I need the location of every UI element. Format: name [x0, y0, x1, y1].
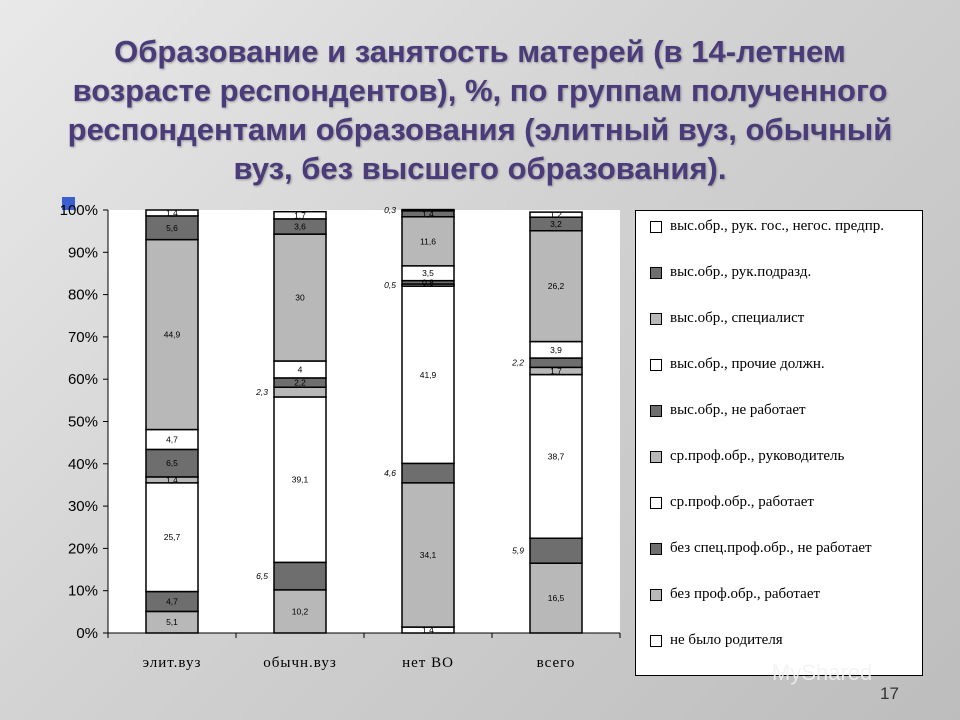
- bar-segment: [402, 463, 454, 482]
- y-tick-label: 40%: [67, 455, 98, 473]
- y-tick-label: 80%: [67, 286, 98, 304]
- legend-label: выс.обр., не работает: [670, 402, 806, 418]
- bar-segment: [274, 562, 326, 589]
- x-category-label: всего: [536, 655, 576, 671]
- data-label: 11,6: [420, 236, 436, 247]
- legend-item: [650, 217, 916, 263]
- data-label: 25,7: [163, 532, 181, 543]
- data-label: 5,6: [166, 222, 178, 233]
- chart-legend: [635, 210, 923, 676]
- page-number: 17: [880, 684, 899, 703]
- data-label-outside: 5,9: [512, 545, 524, 556]
- data-label: 38,7: [547, 451, 565, 462]
- legend-swatch: [650, 405, 662, 417]
- legend-label: без проф.обр., работает: [670, 586, 821, 602]
- legend-swatch: [650, 221, 662, 233]
- data-label: 6,5: [166, 458, 178, 469]
- legend-item: [650, 585, 916, 631]
- data-label: 1,7: [550, 365, 562, 376]
- data-label-outside: 2,2: [512, 357, 524, 368]
- legend-label: ср.проф.обр., работает: [670, 494, 814, 510]
- legend-item: [650, 493, 916, 539]
- legend-item: [650, 263, 916, 309]
- data-label: 44,9: [163, 329, 181, 340]
- legend-item: [650, 309, 916, 355]
- x-category-label: нет ВО: [402, 655, 454, 671]
- x-category-label: обычн.вуз: [263, 655, 337, 671]
- legend-swatch: [650, 451, 662, 463]
- legend-label: выс.обр., рук.подразд.: [670, 264, 812, 280]
- data-label: 5,1: [166, 617, 178, 628]
- data-label: 3,6: [294, 221, 306, 232]
- data-label: 4,7: [166, 596, 178, 607]
- legend-item: [650, 539, 916, 585]
- legend-swatch: [650, 313, 662, 325]
- y-tick-label: 100%: [59, 202, 98, 219]
- legend-swatch: [650, 497, 662, 509]
- data-label-outside: 6,5: [256, 571, 268, 582]
- legend-label: выс.обр., рук. гос., негос. предпр.: [670, 218, 884, 234]
- data-label: 3,5: [422, 268, 434, 279]
- data-label: 0,8: [422, 277, 434, 288]
- bar-segment: [274, 387, 326, 397]
- y-tick-label: 70%: [67, 328, 98, 346]
- data-label-outside: 0,5: [384, 280, 396, 291]
- data-label: 16,5: [547, 593, 565, 604]
- legend-item: [650, 401, 916, 447]
- y-tick-label: 0%: [76, 625, 98, 642]
- x-category-label: элит.вуз: [142, 655, 202, 671]
- data-label-outside: 0,3: [384, 205, 396, 216]
- data-label: 1,7: [294, 210, 306, 221]
- data-label: 1,4: [166, 474, 178, 485]
- data-label: 1,2: [550, 209, 562, 220]
- legend-label: выс.обр., специалист: [670, 310, 805, 326]
- legend-swatch: [650, 543, 662, 555]
- data-label: 1,4: [422, 625, 434, 636]
- legend-label: выс.обр., прочие должн.: [670, 356, 825, 372]
- data-label: 39,1: [291, 474, 309, 485]
- y-tick-label: 50%: [67, 413, 98, 431]
- legend-swatch: [650, 359, 662, 371]
- y-tick-label: 10%: [67, 582, 98, 600]
- data-label: 41,9: [419, 369, 437, 380]
- legend-label: без спец.проф.обр., не работает: [670, 540, 872, 556]
- legend-label: не было родителя: [670, 632, 783, 648]
- data-label: 3,2: [550, 218, 562, 229]
- watermark-logo: MyShared: [772, 660, 873, 685]
- slide-title: Образование и занятость матерей (в 14-летнем возрасте респондентов), %, по группам полученного респондентами образования (элитный вуз, обычный вуз, без высшего образования).: [67, 34, 893, 186]
- legend-swatch: [650, 589, 662, 601]
- data-label: 30: [295, 292, 305, 303]
- data-label: 1,4: [166, 207, 178, 218]
- legend-label: ср.проф.обр., руководитель: [670, 448, 845, 464]
- data-label: 34,1: [419, 549, 437, 560]
- data-label: 3,9: [550, 344, 562, 355]
- legend-item: [650, 447, 916, 493]
- data-label: 4: [297, 364, 303, 375]
- y-tick-label: 60%: [67, 371, 98, 389]
- data-label: 2,2: [294, 377, 306, 388]
- y-tick-label: 90%: [67, 244, 98, 262]
- data-label-outside: 4,6: [384, 468, 396, 479]
- bar-segment: [530, 538, 582, 563]
- data-label: 1,4: [422, 208, 434, 219]
- data-label: 26,2: [547, 281, 565, 292]
- data-label-outside: 2,3: [256, 387, 268, 398]
- y-tick-label: 20%: [67, 540, 98, 558]
- data-label: 4,7: [166, 434, 178, 445]
- data-label: 10,2: [291, 606, 309, 617]
- y-tick-label: 30%: [67, 498, 98, 516]
- legend-swatch: [650, 267, 662, 279]
- legend-item: [650, 355, 916, 401]
- legend-swatch: [650, 635, 662, 647]
